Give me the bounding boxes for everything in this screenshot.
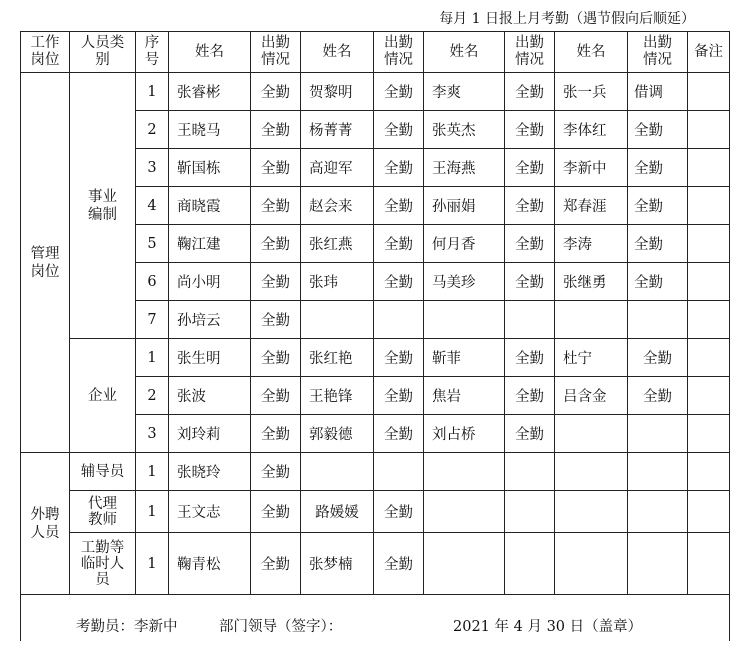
name-cell: 赵会来 bbox=[301, 187, 374, 225]
group-management: 管理 岗位 bbox=[21, 73, 70, 453]
name-cell: 李涛 bbox=[555, 225, 628, 263]
group-casual: 工勤等 临时人 员 bbox=[70, 533, 136, 595]
name-cell bbox=[424, 491, 505, 533]
remarks-cell bbox=[688, 533, 730, 595]
attendance-cell bbox=[374, 301, 424, 339]
name-cell: 杜宁 bbox=[555, 339, 628, 377]
name-cell: 孙培云 bbox=[169, 301, 251, 339]
name-cell: 郭毅德 bbox=[301, 415, 374, 453]
name-cell: 王海燕 bbox=[424, 149, 505, 187]
seq-cell: 2 bbox=[136, 111, 169, 149]
remarks-cell bbox=[688, 73, 730, 111]
header-seq: 序 号 bbox=[136, 32, 169, 73]
attendance-cell: 全勤 bbox=[628, 339, 688, 377]
name-cell bbox=[555, 491, 628, 533]
table-row bbox=[21, 339, 730, 377]
remarks-cell bbox=[688, 263, 730, 301]
group-external: 外聘 人员 bbox=[21, 453, 70, 595]
name-cell: 孙丽娟 bbox=[424, 187, 505, 225]
name-cell: 张继勇 bbox=[555, 263, 628, 301]
seq-cell: 1 bbox=[136, 73, 169, 111]
seq-cell: 1 bbox=[136, 453, 169, 491]
attendance-cell: 全勤 bbox=[628, 377, 688, 415]
name-cell bbox=[424, 533, 505, 595]
attendance-cell: 全勤 bbox=[374, 149, 424, 187]
remarks-cell bbox=[688, 111, 730, 149]
remarks-cell bbox=[688, 415, 730, 453]
leader-signature: 部门领导（签字）： bbox=[219, 619, 343, 635]
attendance-cell: 全勤 bbox=[374, 111, 424, 149]
attendance-cell: 全勤 bbox=[505, 187, 555, 225]
attendance-cell: 全勤 bbox=[505, 73, 555, 111]
attendance-cell: 全勤 bbox=[374, 187, 424, 225]
attendance-cell bbox=[374, 453, 424, 491]
attendance-cell: 全勤 bbox=[505, 263, 555, 301]
reporting-note: 每月 1 日报上月考勤（遇节假向后顺延） bbox=[439, 11, 695, 27]
clerk-signature: 考勤员：李新中 bbox=[76, 619, 178, 635]
attendance-cell: 全勤 bbox=[251, 377, 301, 415]
name-cell: 商晓霞 bbox=[169, 187, 251, 225]
seq-cell: 6 bbox=[136, 263, 169, 301]
attendance-cell bbox=[628, 301, 688, 339]
attendance-cell: 全勤 bbox=[251, 533, 301, 595]
attendance-cell bbox=[505, 533, 555, 595]
name-cell: 张红艳 bbox=[301, 339, 374, 377]
attendance-cell: 全勤 bbox=[374, 415, 424, 453]
group-enterprise: 企业 bbox=[70, 339, 136, 453]
attendance-cell: 全勤 bbox=[251, 225, 301, 263]
name-cell: 焦岩 bbox=[424, 377, 505, 415]
name-cell: 张红燕 bbox=[301, 225, 374, 263]
header-attendance: 出勤 情况 bbox=[251, 32, 301, 73]
attendance-cell: 全勤 bbox=[374, 263, 424, 301]
header-name: 姓名 bbox=[555, 32, 628, 73]
attendance-cell: 全勤 bbox=[374, 225, 424, 263]
name-cell: 张一兵 bbox=[555, 73, 628, 111]
name-cell: 张晓玲 bbox=[169, 453, 251, 491]
name-cell bbox=[555, 453, 628, 491]
attendance-cell: 全勤 bbox=[251, 149, 301, 187]
seq-cell: 7 bbox=[136, 301, 169, 339]
seq-cell: 1 bbox=[136, 491, 169, 533]
header-attendance: 出勤 情况 bbox=[505, 32, 555, 73]
attendance-cell bbox=[628, 533, 688, 595]
attendance-cell: 全勤 bbox=[374, 377, 424, 415]
remarks-cell bbox=[688, 301, 730, 339]
attendance-cell: 全勤 bbox=[251, 453, 301, 491]
footer-row bbox=[21, 595, 730, 642]
name-cell: 张梦楠 bbox=[301, 533, 374, 595]
attendance-cell bbox=[628, 453, 688, 491]
name-cell: 吕含金 bbox=[555, 377, 628, 415]
name-cell: 高迎军 bbox=[301, 149, 374, 187]
header-post: 工作 岗位 bbox=[21, 32, 70, 73]
name-cell: 李新中 bbox=[555, 149, 628, 187]
remarks-cell bbox=[688, 187, 730, 225]
footer-cell bbox=[21, 595, 730, 642]
name-cell bbox=[301, 301, 374, 339]
group-acting-teacher: 代理 教师 bbox=[70, 491, 136, 533]
attendance-cell: 全勤 bbox=[505, 225, 555, 263]
name-cell: 王晓马 bbox=[169, 111, 251, 149]
name-cell bbox=[424, 453, 505, 491]
name-cell: 张波 bbox=[169, 377, 251, 415]
name-cell bbox=[555, 533, 628, 595]
name-cell: 刘占桥 bbox=[424, 415, 505, 453]
attendance-cell: 全勤 bbox=[251, 111, 301, 149]
seq-cell: 5 bbox=[136, 225, 169, 263]
table-row bbox=[21, 73, 730, 111]
name-cell: 靳国栋 bbox=[169, 149, 251, 187]
seq-cell: 3 bbox=[136, 415, 169, 453]
attendance-cell: 全勤 bbox=[628, 187, 688, 225]
seq-cell: 2 bbox=[136, 377, 169, 415]
name-cell: 张英杰 bbox=[424, 111, 505, 149]
seq-cell: 1 bbox=[136, 533, 169, 595]
attendance-cell: 全勤 bbox=[628, 149, 688, 187]
name-cell: 马美珍 bbox=[424, 263, 505, 301]
attendance-cell: 全勤 bbox=[251, 339, 301, 377]
header-name: 姓名 bbox=[301, 32, 374, 73]
name-cell: 何月香 bbox=[424, 225, 505, 263]
attendance-cell: 全勤 bbox=[628, 263, 688, 301]
remarks-cell bbox=[688, 339, 730, 377]
group-counselor: 辅导员 bbox=[70, 453, 136, 491]
attendance-cell bbox=[505, 301, 555, 339]
name-cell: 刘玲莉 bbox=[169, 415, 251, 453]
attendance-cell: 全勤 bbox=[505, 111, 555, 149]
name-cell bbox=[555, 301, 628, 339]
attendance-cell: 全勤 bbox=[374, 533, 424, 595]
header-name: 姓名 bbox=[169, 32, 251, 73]
name-cell: 张睿彬 bbox=[169, 73, 251, 111]
attendance-cell bbox=[505, 453, 555, 491]
remarks-cell bbox=[688, 149, 730, 187]
attendance-cell: 全勤 bbox=[251, 187, 301, 225]
name-cell: 路媛媛 bbox=[301, 491, 374, 533]
seq-cell: 1 bbox=[136, 339, 169, 377]
seq-cell: 4 bbox=[136, 187, 169, 225]
attendance-cell: 全勤 bbox=[374, 491, 424, 533]
header-attendance: 出勤 情况 bbox=[374, 32, 424, 73]
attendance-table bbox=[20, 31, 730, 641]
name-cell: 鞠江建 bbox=[169, 225, 251, 263]
remarks-cell bbox=[688, 225, 730, 263]
attendance-cell: 全勤 bbox=[505, 377, 555, 415]
attendance-cell: 全勤 bbox=[628, 111, 688, 149]
attendance-cell bbox=[628, 491, 688, 533]
name-cell: 王文志 bbox=[169, 491, 251, 533]
name-cell: 张玮 bbox=[301, 263, 374, 301]
name-cell: 尚小明 bbox=[169, 263, 251, 301]
name-cell: 李爽 bbox=[424, 73, 505, 111]
name-cell: 王艳锋 bbox=[301, 377, 374, 415]
seq-cell: 3 bbox=[136, 149, 169, 187]
header-name: 姓名 bbox=[424, 32, 505, 73]
attendance-cell: 全勤 bbox=[628, 225, 688, 263]
header-remarks: 备注 bbox=[688, 32, 730, 73]
name-cell: 杨菁菁 bbox=[301, 111, 374, 149]
header-attendance: 出勤 情况 bbox=[628, 32, 688, 73]
table-row bbox=[21, 533, 730, 595]
header-row bbox=[21, 32, 730, 73]
attendance-cell: 全勤 bbox=[251, 263, 301, 301]
attendance-cell: 全勤 bbox=[251, 301, 301, 339]
attendance-cell: 全勤 bbox=[374, 339, 424, 377]
attendance-cell bbox=[628, 415, 688, 453]
name-cell: 贺黎明 bbox=[301, 73, 374, 111]
remarks-cell bbox=[688, 377, 730, 415]
name-cell: 李体红 bbox=[555, 111, 628, 149]
attendance-cell: 全勤 bbox=[505, 415, 555, 453]
date-stamp: 2021 年 4 月 30 日（盖章） bbox=[453, 619, 643, 635]
name-cell: 鞠青松 bbox=[169, 533, 251, 595]
attendance-cell: 全勤 bbox=[251, 491, 301, 533]
name-cell: 张生明 bbox=[169, 339, 251, 377]
remarks-cell bbox=[688, 491, 730, 533]
attendance-cell: 全勤 bbox=[251, 73, 301, 111]
attendance-cell: 借调 bbox=[628, 73, 688, 111]
attendance-cell bbox=[505, 491, 555, 533]
attendance-cell: 全勤 bbox=[251, 415, 301, 453]
header-category: 人员类 别 bbox=[70, 32, 136, 73]
table-row bbox=[21, 491, 730, 533]
group-staff-org: 事业 编制 bbox=[70, 73, 136, 339]
name-cell: 郑春涯 bbox=[555, 187, 628, 225]
attendance-cell: 全勤 bbox=[374, 73, 424, 111]
attendance-cell: 全勤 bbox=[505, 149, 555, 187]
name-cell: 靳菲 bbox=[424, 339, 505, 377]
name-cell bbox=[555, 415, 628, 453]
table-row bbox=[21, 453, 730, 491]
name-cell bbox=[424, 301, 505, 339]
attendance-cell: 全勤 bbox=[505, 339, 555, 377]
name-cell bbox=[301, 453, 374, 491]
remarks-cell bbox=[688, 453, 730, 491]
